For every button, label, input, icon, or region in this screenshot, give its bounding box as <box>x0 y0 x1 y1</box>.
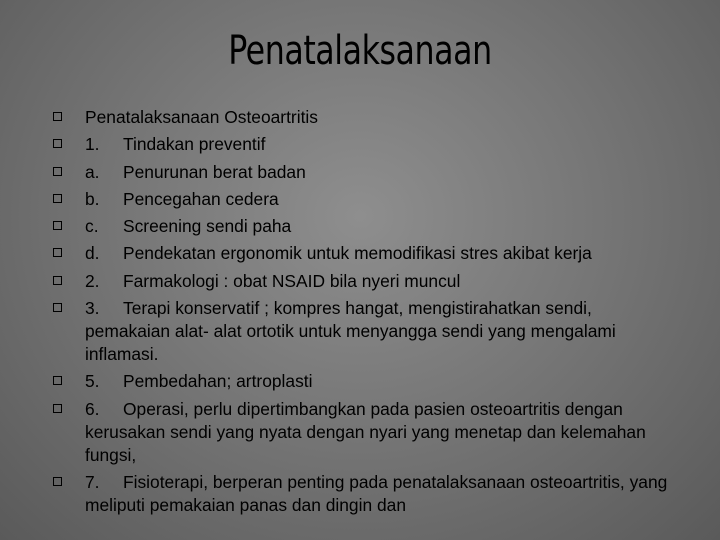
square-bullet-icon <box>53 221 62 230</box>
slide-title: Penatalaksanaan <box>228 28 492 74</box>
bullet-number: 1. <box>85 134 100 155</box>
bullet-item <box>53 297 673 366</box>
bullet-item <box>53 242 673 265</box>
bullet-text: Terapi konservatif ; kompres hangat, mengistirahatkan sendi, pemakaian alat- alat ortotik untuk menyangga sendi yang mengalami inflamasi. <box>85 298 616 365</box>
bullet-number: c. <box>85 216 99 237</box>
bullet-number: 7. <box>85 471 100 492</box>
square-bullet-icon <box>53 112 62 121</box>
square-bullet-icon <box>53 477 62 486</box>
square-bullet-icon <box>53 404 62 413</box>
bullet-number: 5. <box>85 371 100 392</box>
bullet-text: Tindakan preventif <box>123 134 266 155</box>
bullet-text: Penurunan berat badan <box>123 161 306 182</box>
square-bullet-icon <box>53 276 62 285</box>
square-bullet-icon <box>53 303 62 312</box>
bullet-item <box>53 106 673 129</box>
bullet-number: b. <box>85 188 100 209</box>
square-bullet-icon <box>53 248 62 257</box>
bullet-item <box>53 270 673 293</box>
bullet-item <box>53 471 673 517</box>
bullet-item <box>53 370 673 393</box>
bullet-item <box>53 188 673 211</box>
bullet-text: Penatalaksanaan Osteoartritis <box>85 107 318 127</box>
bullet-number: 3. <box>85 298 100 319</box>
bullet-text: Screening sendi paha <box>123 216 292 237</box>
bullet-item <box>53 133 673 156</box>
bullet-list <box>53 106 673 521</box>
bullet-text: Operasi, perlu dipertimbangkan pada pasien osteoartritis dengan kerusakan sendi yang nyata dengan nyari yang menetap dan kelemahan fungsi, <box>85 398 646 465</box>
bullet-number: d. <box>85 243 100 264</box>
square-bullet-icon <box>53 376 62 385</box>
bullet-text: Pencegahan cedera <box>123 188 279 209</box>
bullet-text: Pembedahan; artroplasti <box>123 371 313 392</box>
bullet-item <box>53 398 673 467</box>
square-bullet-icon <box>53 167 62 176</box>
square-bullet-icon <box>53 139 62 148</box>
bullet-text: Farmakologi : obat NSAID bila nyeri muncul <box>123 270 461 291</box>
bullet-text: Pendekatan ergonomik untuk memodifikasi stres akibat kerja <box>123 243 592 264</box>
bullet-number: 2. <box>85 270 100 291</box>
square-bullet-icon <box>53 194 62 203</box>
bullet-text: Fisioterapi, berperan penting pada penatalaksanaan osteoartritis, yang meliputi pemakaian panas dan dingin dan <box>85 471 668 515</box>
bullet-number: 6. <box>85 398 100 419</box>
bullet-item <box>53 215 673 238</box>
bullet-item <box>53 161 673 184</box>
bullet-number: a. <box>85 161 100 182</box>
